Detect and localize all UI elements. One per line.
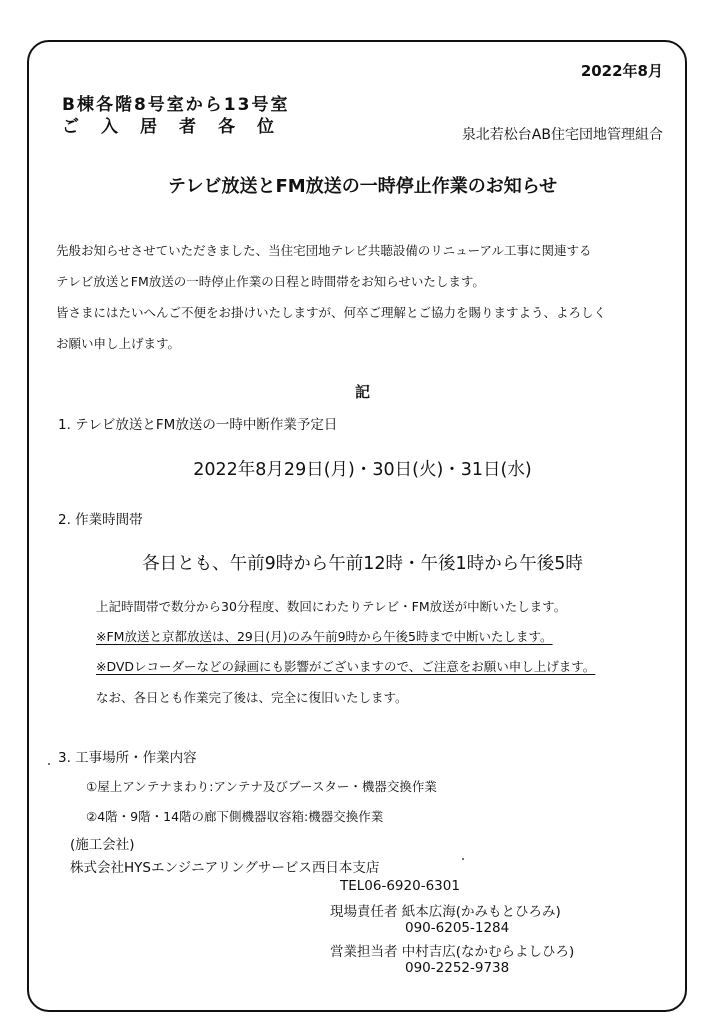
schedule-dates: 2022年8月29日(月)・30日(火)・31日(水) [193,460,532,480]
recipient-line-1: B棟各階8号室から13号室 [62,95,290,115]
interruption-note: 上記時間帯で数分から30分程度、数回にわたりテレビ・FM放送が中断いたします。 [96,599,567,614]
site-manager-phone: 090-6205-1284 [405,920,510,936]
sales-contact-phone: 090-2252-9738 [405,960,510,976]
scan-speck [48,763,50,765]
section-3-label: 3. 工事場所・作業内容 [58,750,197,766]
work-hours: 各日とも、午前9時から午前12時・午後1時から午後5時 [142,554,583,574]
restoration-note: なお、各日とも作業完了後は、完全に復旧いたします。 [96,690,408,705]
section-2-label: 2. 作業時間帯 [58,512,143,528]
contractor-label: (施工会社) [70,837,135,853]
intro-line-1: 先般お知らせさせていただきました、当住宅団地テレビ共聴設備のリニューアル工事に関連する [56,243,592,258]
intro-line-3: 皆さまにはたいへんご不便をお掛けいたしますが、何卒ご理解とご協力を賜りますよう、よろしく [56,305,607,320]
fm-kyoto-note: ※FM放送と京都放送は、29日(月)のみ午前9時から午後5時まで中断いたします。 [96,629,553,644]
work-item-2: ②4階・9階・14階の廊下側機器収容箱:機器交換作業 [86,809,384,824]
notice-date: 2022年8月 [580,62,663,80]
scan-speck [462,858,464,860]
notice-title: テレビ放送とFM放送の一時停止作業のお知らせ [167,176,558,197]
issuing-organization: 泉北若松台AB住宅団地管理組合 [461,127,663,143]
section-heading: 記 [354,383,370,401]
recipient-line-2: ご入居者各位 [62,117,296,137]
contractor-tel: TEL06-6920-6301 [340,878,460,894]
contractor-company: 株式会社HYSエンジニアリングサービス西日本支店 [70,860,380,876]
site-manager: 現場責任者 紙本広海(かみもとひろみ) [330,904,561,920]
intro-line-2: テレビ放送とFM放送の一時停止作業の日程と時間帯をお知らせいたします。 [56,274,485,289]
dvd-recorder-note: ※DVDレコーダーなどの録画にも影響がございますので、ご注意をお願い申し上げます。 [96,659,596,674]
intro-line-4: お願い申し上げます。 [56,336,181,351]
work-item-1: ①屋上アンテナまわり:アンテナ及びブースター・機器交換作業 [86,779,437,794]
sales-contact: 営業担当者 中村吉広(なかむらよしひろ) [330,944,575,960]
section-1-label: 1. テレビ放送とFM放送の一時中断作業予定日 [58,417,338,433]
